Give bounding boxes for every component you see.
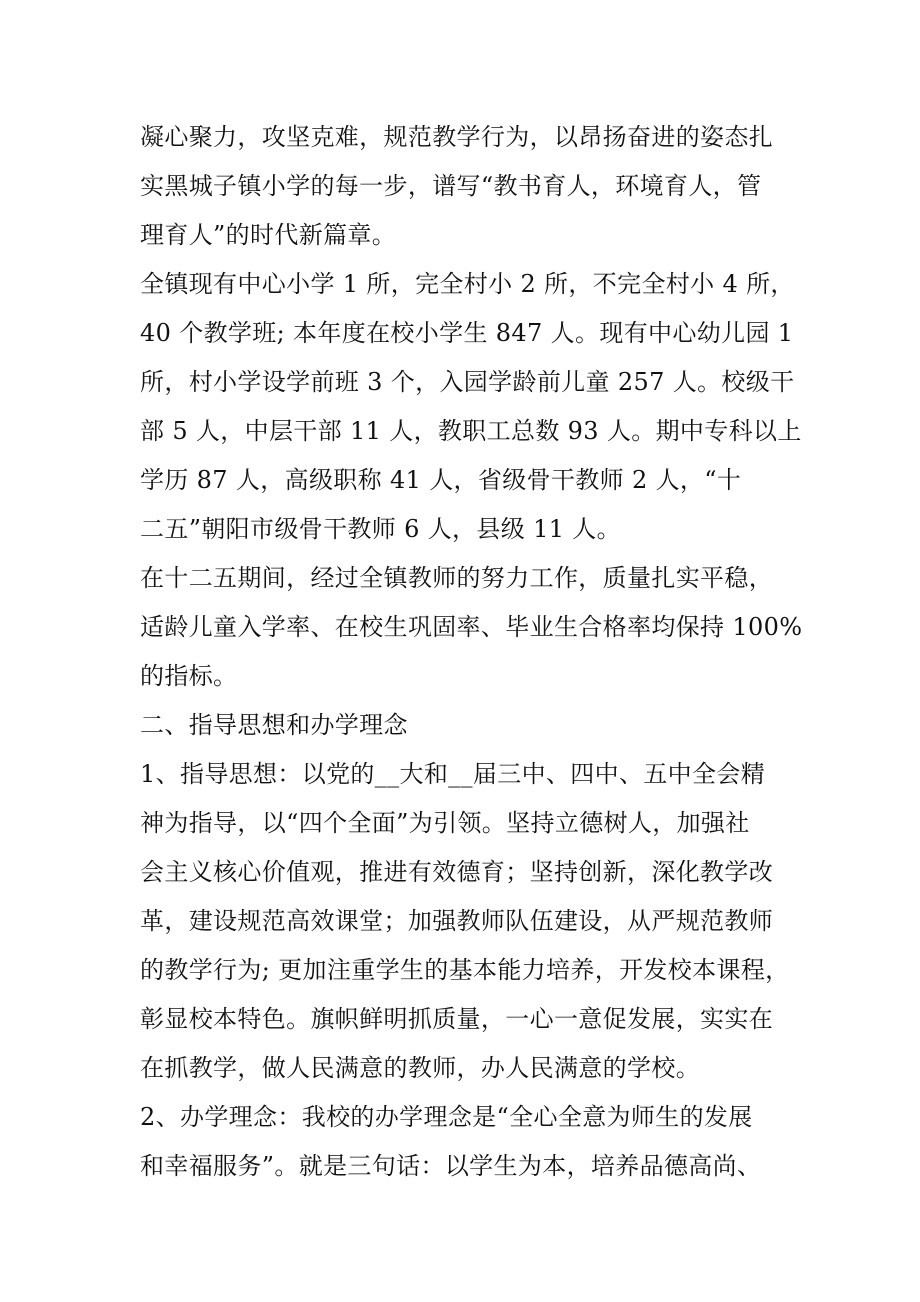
text-line: 在十二五期间，经过全镇教师的努力工作，质量扎实平稳， — [140, 564, 774, 592]
text-line: 适龄儿童入学率、在校生巩固率、毕业生合格率均保持 100% — [140, 613, 803, 641]
text-line: 革，建设规范高效课堂；加强教师队伍建设，从严规范教师 — [140, 907, 774, 935]
text-line: 40 个教学班; 本年度在校小学生 847 人。现有中心幼儿园 1 — [140, 319, 794, 347]
text-line: 实黑城子镇小学的每一步，谱写“教书育人，环境育人，管 — [140, 172, 762, 200]
text-line: 凝心聚力，攻坚克难，规范教学行为，以昂扬奋进的姿态扎 — [140, 123, 774, 151]
text-line: 理育人”的时代新篇章。 — [140, 221, 397, 249]
text-line: 和幸福服务”。就是三句话：以学生为本，培养品德高尚、 — [140, 1152, 762, 1180]
text-line: 部 5 人，中层干部 11 人，教职工总数 93 人。期中专科以上 — [140, 417, 802, 445]
section-heading: 二、指导思想和办学理念 — [140, 711, 408, 739]
text-line: 的教学行为; 更加注重学生的基本能力培养，开发校本课程， — [140, 956, 790, 984]
text-line: 2、办学理念：我校的办学理念是“全心全意为师生的发展 — [140, 1103, 753, 1131]
text-line: 彰显校本特色。旗帜鲜明抓质量，一心一意促发展，实实在 — [140, 1005, 774, 1033]
text-line: 会主义核心价值观，推进有效德育；坚持创新，深化教学改 — [140, 858, 774, 886]
text-line: 神为指导，以“四个全面”为引领。坚持立德树人，加强社 — [140, 809, 750, 837]
text-line: 二五”朝阳市级骨干教师 6 人，县级 11 人。 — [140, 515, 621, 543]
text-line: 学历 87 人，高级职称 41 人，省级骨干教师 2 人，“十 — [140, 466, 742, 494]
text-line: 的指标。 — [140, 662, 238, 690]
text-line: 1、指导思想：以党的__大和__届三中、四中、五中全会精 — [140, 760, 766, 788]
text-line: 在抓教学，做人民满意的教师，办人民满意的学校。 — [140, 1054, 701, 1082]
text-line: 全镇现有中心小学 1 所，完全村小 2 所，不完全村小 4 所， — [140, 270, 795, 298]
text-line: 所，村小学设学前班 3 个，入园学龄前儿童 257 人。校级干 — [140, 368, 795, 396]
